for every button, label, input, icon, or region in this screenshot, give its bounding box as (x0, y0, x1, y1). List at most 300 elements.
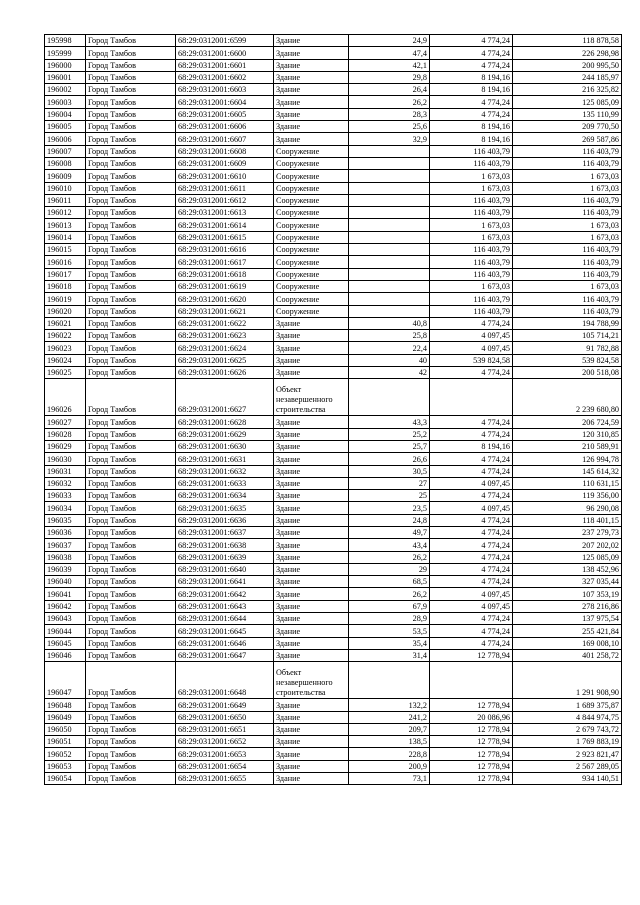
cadastral-value-cell: 116 403,79 (513, 244, 622, 256)
specific-value-cell: 4 774,24 (430, 563, 513, 575)
cadastral-value-cell: 278 216,86 (513, 600, 622, 612)
cadastral-value-cell: 207 202,02 (513, 539, 622, 551)
cadastral-value-cell: 269 587,86 (513, 133, 622, 145)
cadastral-value-cell: 327 035,44 (513, 576, 622, 588)
cadastral-number-cell: 68:29:0312001:6649 (176, 699, 274, 711)
cadastral-value-cell: 194 788,99 (513, 317, 622, 329)
object-type-cell: Здание (274, 84, 349, 96)
city-cell: Город Тамбов (86, 367, 176, 379)
city-cell: Город Тамбов (86, 563, 176, 575)
city-cell: Город Тамбов (86, 157, 176, 169)
cadastral-number-cell: 68:29:0312001:6627 (176, 379, 274, 416)
area-cell: 43,4 (349, 539, 430, 551)
city-cell: Город Тамбов (86, 293, 176, 305)
specific-value-cell: 116 403,79 (430, 268, 513, 280)
specific-value-cell: 4 097,45 (430, 600, 513, 612)
table-row (45, 526, 622, 538)
city-cell: Город Тамбов (86, 145, 176, 157)
cadastral-number-cell: 68:29:0312001:6626 (176, 367, 274, 379)
city-cell: Город Тамбов (86, 662, 176, 699)
object-type-cell: Здание (274, 502, 349, 514)
area-cell: 40 (349, 354, 430, 366)
city-cell: Город Тамбов (86, 748, 176, 760)
row-number-cell: 196047 (45, 662, 86, 699)
area-cell: 25,7 (349, 440, 430, 452)
cadastral-value-cell: 145 614,32 (513, 465, 622, 477)
city-cell: Город Тамбов (86, 723, 176, 735)
cadastral-number-cell: 68:29:0312001:6634 (176, 490, 274, 502)
specific-value-cell: 12 778,94 (430, 699, 513, 711)
row-number-cell: 195999 (45, 47, 86, 59)
object-type-cell: Сооружение (274, 145, 349, 157)
area-cell (349, 244, 430, 256)
row-number-cell: 196028 (45, 428, 86, 440)
city-cell: Город Тамбов (86, 47, 176, 59)
specific-value-cell: 4 097,45 (430, 477, 513, 489)
object-type-cell: Здание (274, 477, 349, 489)
specific-value-cell: 8 194,16 (430, 121, 513, 133)
object-type-cell: Сооружение (274, 194, 349, 206)
object-type-cell: Сооружение (274, 280, 349, 292)
cadastral-number-cell: 68:29:0312001:6645 (176, 625, 274, 637)
cadastral-number-cell: 68:29:0312001:6628 (176, 416, 274, 428)
area-cell: 31,4 (349, 649, 430, 661)
cadastral-number-cell: 68:29:0312001:6644 (176, 613, 274, 625)
city-cell: Город Тамбов (86, 219, 176, 231)
row-number-cell: 196025 (45, 367, 86, 379)
table-row (45, 305, 622, 317)
cadastral-number-cell: 68:29:0312001:6631 (176, 453, 274, 465)
specific-value-cell: 116 403,79 (430, 244, 513, 256)
object-type-cell: Сооружение (274, 157, 349, 169)
cadastral-value-cell: 138 452,96 (513, 563, 622, 575)
area-cell (349, 170, 430, 182)
table-row (45, 170, 622, 182)
specific-value-cell: 1 673,03 (430, 231, 513, 243)
cadastral-value-cell: 1 291 908,90 (513, 662, 622, 699)
object-type-cell: Здание (274, 736, 349, 748)
row-number-cell: 196050 (45, 723, 86, 735)
row-number-cell: 196053 (45, 760, 86, 772)
cadastral-number-cell: 68:29:0312001:6615 (176, 231, 274, 243)
object-type-cell: Здание (274, 453, 349, 465)
row-number-cell: 196007 (45, 145, 86, 157)
cadastral-number-cell: 68:29:0312001:6623 (176, 330, 274, 342)
object-type-cell: Здание (274, 428, 349, 440)
cadastral-number-cell: 68:29:0312001:6655 (176, 773, 274, 785)
object-type-cell: Здание (274, 108, 349, 120)
cadastral-number-cell: 68:29:0312001:6641 (176, 576, 274, 588)
area-cell: 209,7 (349, 723, 430, 735)
row-number-cell: 196021 (45, 317, 86, 329)
table-row (45, 649, 622, 661)
city-cell: Город Тамбов (86, 194, 176, 206)
row-number-cell: 196027 (45, 416, 86, 428)
object-type-cell: Здание (274, 551, 349, 563)
area-cell (349, 145, 430, 157)
table-row (45, 428, 622, 440)
specific-value-cell: 4 774,24 (430, 317, 513, 329)
cadastral-number-cell: 68:29:0312001:6618 (176, 268, 274, 280)
specific-value-cell: 12 778,94 (430, 736, 513, 748)
table-row (45, 563, 622, 575)
specific-value-cell: 4 774,24 (430, 108, 513, 120)
cadastral-number-cell: 68:29:0312001:6616 (176, 244, 274, 256)
cadastral-number-cell: 68:29:0312001:6643 (176, 600, 274, 612)
cadastral-number-cell: 68:29:0312001:6625 (176, 354, 274, 366)
cadastral-value-cell: 116 403,79 (513, 157, 622, 169)
cadastral-value-cell: 137 975,54 (513, 613, 622, 625)
cadastral-value-cell: 539 824,58 (513, 354, 622, 366)
row-number-cell: 196003 (45, 96, 86, 108)
object-type-cell: Здание (274, 342, 349, 354)
cadastral-number-cell: 68:29:0312001:6650 (176, 711, 274, 723)
area-cell: 23,5 (349, 502, 430, 514)
city-cell: Город Тамбов (86, 35, 176, 47)
row-number-cell: 196031 (45, 465, 86, 477)
city-cell: Город Тамбов (86, 477, 176, 489)
cadastral-value-cell: 118 401,15 (513, 514, 622, 526)
cadastral-value-cell: 91 782,88 (513, 342, 622, 354)
row-number-cell: 196016 (45, 256, 86, 268)
table-row (45, 84, 622, 96)
area-cell: 25,2 (349, 428, 430, 440)
row-number-cell: 196042 (45, 600, 86, 612)
area-cell: 24,8 (349, 514, 430, 526)
table-row (45, 71, 622, 83)
object-type-cell: Здание (274, 96, 349, 108)
area-cell: 27 (349, 477, 430, 489)
city-cell: Город Тамбов (86, 268, 176, 280)
cadastral-number-cell: 68:29:0312001:6653 (176, 748, 274, 760)
cadastral-number-cell: 68:29:0312001:6642 (176, 588, 274, 600)
row-number-cell: 196029 (45, 440, 86, 452)
row-number-cell: 196022 (45, 330, 86, 342)
cadastral-value-cell: 1 673,03 (513, 182, 622, 194)
area-cell (349, 207, 430, 219)
cadastral-value-cell: 401 258,72 (513, 649, 622, 661)
row-number-cell: 196054 (45, 773, 86, 785)
table-row (45, 194, 622, 206)
table-row (45, 145, 622, 157)
cadastral-number-cell: 68:29:0312001:6630 (176, 440, 274, 452)
cadastral-value-cell: 216 325,82 (513, 84, 622, 96)
specific-value-cell: 4 774,24 (430, 367, 513, 379)
city-cell: Город Тамбов (86, 416, 176, 428)
area-cell (349, 268, 430, 280)
cadastral-value-cell: 116 403,79 (513, 305, 622, 317)
table-row (45, 613, 622, 625)
specific-value-cell: 4 774,24 (430, 613, 513, 625)
specific-value-cell: 1 673,03 (430, 280, 513, 292)
area-cell (349, 157, 430, 169)
object-type-cell: Здание (274, 563, 349, 575)
cadastral-number-cell: 68:29:0312001:6654 (176, 760, 274, 772)
table-row (45, 108, 622, 120)
table-row (45, 293, 622, 305)
object-type-cell: Здание (274, 121, 349, 133)
table-row (45, 539, 622, 551)
city-cell: Город Тамбов (86, 305, 176, 317)
city-cell: Город Тамбов (86, 133, 176, 145)
city-cell: Город Тамбов (86, 736, 176, 748)
row-number-cell: 196036 (45, 526, 86, 538)
city-cell: Город Тамбов (86, 649, 176, 661)
cadastral-value-cell: 135 110,99 (513, 108, 622, 120)
cadastral-value-cell: 2 567 289,05 (513, 760, 622, 772)
specific-value-cell: 116 403,79 (430, 305, 513, 317)
table-row (45, 625, 622, 637)
table-row (45, 490, 622, 502)
row-number-cell: 196000 (45, 59, 86, 71)
city-cell: Город Тамбов (86, 231, 176, 243)
table-body (45, 35, 622, 785)
row-number-cell: 196043 (45, 613, 86, 625)
table-row (45, 219, 622, 231)
cadastral-value-cell: 1 673,03 (513, 231, 622, 243)
row-number-cell: 196038 (45, 551, 86, 563)
cadastral-number-cell: 68:29:0312001:6638 (176, 539, 274, 551)
cadastral-number-cell: 68:29:0312001:6614 (176, 219, 274, 231)
row-number-cell: 196013 (45, 219, 86, 231)
cadastral-value-cell: 125 085,09 (513, 551, 622, 563)
object-type-cell: Сооружение (274, 207, 349, 219)
cadastral-number-cell: 68:29:0312001:6640 (176, 563, 274, 575)
row-number-cell: 196046 (45, 649, 86, 661)
specific-value-cell: 4 774,24 (430, 35, 513, 47)
cadastral-number-cell: 68:29:0312001:6637 (176, 526, 274, 538)
area-cell (349, 219, 430, 231)
area-cell: 49,7 (349, 526, 430, 538)
cadastral-value-table (44, 34, 622, 785)
object-type-cell: Объект незавершенного строительства (274, 379, 349, 416)
cadastral-value-cell: 226 298,98 (513, 47, 622, 59)
area-cell: 29,8 (349, 71, 430, 83)
cadastral-number-cell: 68:29:0312001:6646 (176, 637, 274, 649)
cadastral-number-cell: 68:29:0312001:6599 (176, 35, 274, 47)
city-cell: Город Тамбов (86, 490, 176, 502)
cadastral-value-cell: 116 403,79 (513, 256, 622, 268)
table-row (45, 711, 622, 723)
city-cell: Город Тамбов (86, 379, 176, 416)
city-cell: Город Тамбов (86, 182, 176, 194)
specific-value-cell: 116 403,79 (430, 207, 513, 219)
row-number-cell: 196034 (45, 502, 86, 514)
row-number-cell: 196041 (45, 588, 86, 600)
specific-value-cell (430, 379, 513, 416)
cadastral-value-cell: 206 724,59 (513, 416, 622, 428)
object-type-cell: Сооружение (274, 170, 349, 182)
cadastral-number-cell: 68:29:0312001:6620 (176, 293, 274, 305)
table-row (45, 182, 622, 194)
cadastral-number-cell: 68:29:0312001:6636 (176, 514, 274, 526)
cadastral-number-cell: 68:29:0312001:6606 (176, 121, 274, 133)
city-cell: Город Тамбов (86, 600, 176, 612)
city-cell: Город Тамбов (86, 342, 176, 354)
specific-value-cell: 20 086,96 (430, 711, 513, 723)
area-cell (349, 194, 430, 206)
table-row (45, 207, 622, 219)
table-row (45, 699, 622, 711)
specific-value-cell: 1 673,03 (430, 182, 513, 194)
specific-value-cell: 4 774,24 (430, 416, 513, 428)
cadastral-number-cell: 68:29:0312001:6617 (176, 256, 274, 268)
specific-value-cell (430, 662, 513, 699)
area-cell: 35,4 (349, 637, 430, 649)
cadastral-number-cell: 68:29:0312001:6600 (176, 47, 274, 59)
row-number-cell: 196014 (45, 231, 86, 243)
row-number-cell: 196011 (45, 194, 86, 206)
table-row (45, 354, 622, 366)
cadastral-number-cell: 68:29:0312001:6624 (176, 342, 274, 354)
cadastral-value-cell: 200 995,50 (513, 59, 622, 71)
row-number-cell: 196024 (45, 354, 86, 366)
object-type-cell: Здание (274, 47, 349, 59)
city-cell: Город Тамбов (86, 59, 176, 71)
object-type-cell: Здание (274, 773, 349, 785)
area-cell: 26,2 (349, 588, 430, 600)
city-cell: Город Тамбов (86, 588, 176, 600)
table-row (45, 342, 622, 354)
specific-value-cell: 4 774,24 (430, 637, 513, 649)
object-type-cell: Здание (274, 354, 349, 366)
cadastral-value-cell: 107 353,19 (513, 588, 622, 600)
object-type-cell: Сооружение (274, 231, 349, 243)
cadastral-number-cell: 68:29:0312001:6648 (176, 662, 274, 699)
area-cell: 25 (349, 490, 430, 502)
cadastral-value-cell: 116 403,79 (513, 207, 622, 219)
area-cell: 138,5 (349, 736, 430, 748)
city-cell: Город Тамбов (86, 244, 176, 256)
row-number-cell: 196002 (45, 84, 86, 96)
object-type-cell: Здание (274, 440, 349, 452)
city-cell: Город Тамбов (86, 84, 176, 96)
object-type-cell: Здание (274, 711, 349, 723)
area-cell: 53,5 (349, 625, 430, 637)
area-cell: 47,4 (349, 47, 430, 59)
area-cell: 26,2 (349, 96, 430, 108)
area-cell: 132,2 (349, 699, 430, 711)
table-row (45, 773, 622, 785)
specific-value-cell: 116 403,79 (430, 145, 513, 157)
city-cell: Город Тамбов (86, 440, 176, 452)
cadastral-number-cell: 68:29:0312001:6607 (176, 133, 274, 145)
specific-value-cell: 12 778,94 (430, 773, 513, 785)
cadastral-number-cell: 68:29:0312001:6610 (176, 170, 274, 182)
area-cell: 26,6 (349, 453, 430, 465)
cadastral-number-cell: 68:29:0312001:6612 (176, 194, 274, 206)
area-cell: 67,9 (349, 600, 430, 612)
specific-value-cell: 4 774,24 (430, 576, 513, 588)
cadastral-number-cell: 68:29:0312001:6603 (176, 84, 274, 96)
area-cell: 43,3 (349, 416, 430, 428)
area-cell: 42,1 (349, 59, 430, 71)
cadastral-number-cell: 68:29:0312001:6651 (176, 723, 274, 735)
row-number-cell: 196010 (45, 182, 86, 194)
object-type-cell: Здание (274, 514, 349, 526)
table-row (45, 637, 622, 649)
table-row (45, 256, 622, 268)
specific-value-cell: 8 194,16 (430, 133, 513, 145)
area-cell (349, 231, 430, 243)
cadastral-value-cell: 1 769 883,19 (513, 736, 622, 748)
city-cell: Город Тамбов (86, 207, 176, 219)
object-type-cell: Сооружение (274, 256, 349, 268)
city-cell: Город Тамбов (86, 256, 176, 268)
object-type-cell: Сооружение (274, 268, 349, 280)
row-number-cell: 196049 (45, 711, 86, 723)
cadastral-value-cell: 2 239 680,80 (513, 379, 622, 416)
object-type-cell: Здание (274, 317, 349, 329)
specific-value-cell: 4 774,24 (430, 465, 513, 477)
row-number-cell: 196001 (45, 71, 86, 83)
cadastral-value-cell: 118 878,58 (513, 35, 622, 47)
table-row (45, 477, 622, 489)
object-type-cell: Сооружение (274, 219, 349, 231)
object-type-cell: Здание (274, 367, 349, 379)
specific-value-cell: 4 774,24 (430, 59, 513, 71)
table-row (45, 576, 622, 588)
specific-value-cell: 4 774,24 (430, 96, 513, 108)
table-row (45, 453, 622, 465)
cadastral-number-cell: 68:29:0312001:6605 (176, 108, 274, 120)
city-cell: Город Тамбов (86, 71, 176, 83)
object-type-cell: Объект незавершенного строительства (274, 662, 349, 699)
specific-value-cell: 12 778,94 (430, 649, 513, 661)
city-cell: Город Тамбов (86, 526, 176, 538)
area-cell (349, 305, 430, 317)
row-number-cell: 196033 (45, 490, 86, 502)
object-type-cell: Здание (274, 637, 349, 649)
specific-value-cell: 1 673,03 (430, 219, 513, 231)
specific-value-cell: 4 097,45 (430, 330, 513, 342)
table-row (45, 551, 622, 563)
city-cell: Город Тамбов (86, 330, 176, 342)
object-type-cell: Здание (274, 699, 349, 711)
area-cell: 200,9 (349, 760, 430, 772)
area-cell (349, 662, 430, 699)
city-cell: Город Тамбов (86, 170, 176, 182)
table-row (45, 736, 622, 748)
table-row (45, 157, 622, 169)
specific-value-cell: 4 097,45 (430, 502, 513, 514)
object-type-cell: Здание (274, 588, 349, 600)
row-number-cell: 196012 (45, 207, 86, 219)
row-number-cell: 196051 (45, 736, 86, 748)
object-type-cell: Здание (274, 539, 349, 551)
table-row (45, 760, 622, 772)
specific-value-cell: 4 774,24 (430, 514, 513, 526)
cadastral-value-cell: 110 631,15 (513, 477, 622, 489)
area-cell: 26,4 (349, 84, 430, 96)
specific-value-cell: 4 774,24 (430, 526, 513, 538)
city-cell: Город Тамбов (86, 108, 176, 120)
specific-value-cell: 116 403,79 (430, 293, 513, 305)
cadastral-number-cell: 68:29:0312001:6647 (176, 649, 274, 661)
table-row (45, 465, 622, 477)
row-number-cell: 196004 (45, 108, 86, 120)
specific-value-cell: 4 774,24 (430, 551, 513, 563)
city-cell: Город Тамбов (86, 428, 176, 440)
cadastral-value-cell: 116 403,79 (513, 268, 622, 280)
specific-value-cell: 8 194,16 (430, 440, 513, 452)
object-type-cell: Сооружение (274, 182, 349, 194)
specific-value-cell: 116 403,79 (430, 256, 513, 268)
area-cell: 25,8 (349, 330, 430, 342)
area-cell (349, 182, 430, 194)
object-type-cell: Здание (274, 330, 349, 342)
table-row (45, 748, 622, 760)
